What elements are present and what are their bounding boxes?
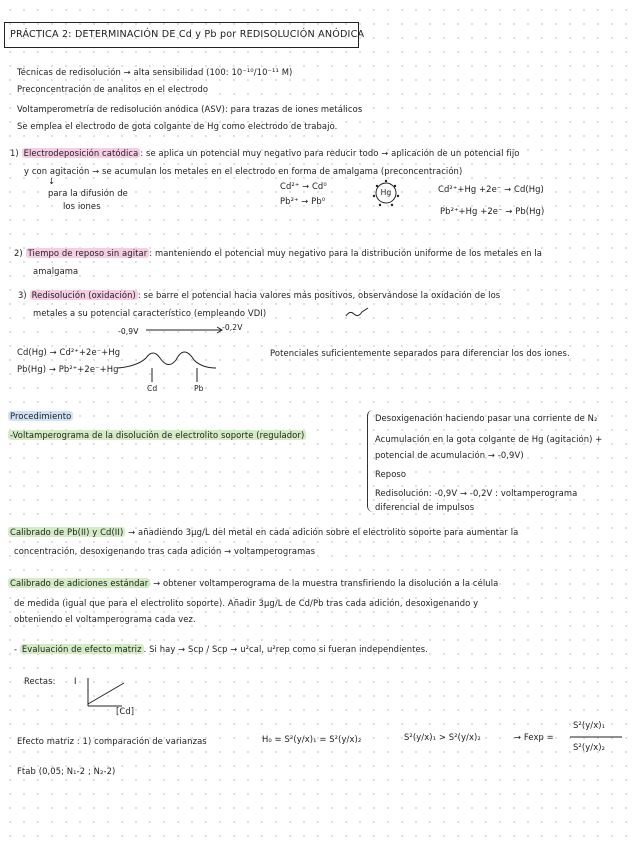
step2-number: 2) — [14, 248, 23, 258]
matrix-evaluation: - Evaluación de efecto matriz . Si hay → Scp / Scp → u²cal, u²rep como si fueran independientes. — [14, 644, 429, 654]
step1-line-2: y con agitación → se acumulan los metales en el electrodo en forma de amalgama (preconcentración) — [24, 166, 463, 176]
procedure-step-1: Desoxigenación haciendo pasar una corriente de N₂ — [375, 413, 598, 423]
step1-number: 1) — [10, 148, 19, 158]
fexp-label: → Fexp = — [514, 732, 554, 742]
procedure-step-2: Acumulación en la gota colgante de Hg (agitación) + — [375, 434, 603, 444]
scan-end: -0,2V — [222, 323, 243, 332]
step3-text: : se barre el potencial hacia valores más positivos, observándose la oxidación de los — [137, 290, 501, 300]
peak-pb-label: Pb — [194, 384, 204, 393]
procedure-step-2b: potencial de acumulación → -0,9V) — [375, 450, 524, 460]
ftab: Ftab (0,05; N₁-2 ; N₂-2) — [17, 766, 116, 776]
step1-label: Electrodeposición catódica — [23, 148, 139, 158]
calibration-2-line-2: de medida (igual que para el electrolito soporte). Añadir 3µg/L de Cd/Pb tras cada adición, desoxigenando y — [14, 598, 479, 608]
calibration-1 — [8, 527, 518, 537]
page-title: PRÁCTICA 2: DETERMINACIÓN DE Cd y Pb por REDISOLUCIÓN ANÓDICA — [4, 22, 359, 48]
procedure-step-3: Reposo — [375, 469, 407, 479]
reaction-cd-hg: Cd²⁺+Hg +2e⁻ → Cd(Hg) — [438, 184, 544, 194]
reaction-pb-hg: Pb²⁺+Hg +2e⁻ → Pb(Hg) — [440, 206, 545, 216]
step1-note-2: los iones — [63, 201, 101, 211]
reaction-cd-ox: Cd(Hg) → Cd²⁺+2e⁻+Hg — [17, 347, 121, 357]
calibration-2-text: → obtener voltamperograma de la muestra transfiriendo la disolución a la célula — [153, 578, 499, 588]
voltammogram-peaks-icon — [118, 352, 216, 368]
reaction-cd: Cd²⁺ → Cd⁰ — [280, 181, 327, 191]
calibration-1-line-2: concentración, desoxigenando tras cada adición → voltamperogramas — [14, 546, 316, 556]
fexp-numerator: S²(y/x)₁ — [573, 720, 606, 730]
matrix-label: Evaluación de efecto matriz — [21, 644, 142, 654]
calibration-2 — [8, 578, 498, 588]
step1-heading — [10, 148, 519, 158]
peak-cd-label: Cd — [147, 384, 158, 393]
procedure-item-1-text: -Voltamperograma de la disolución de electrolito soporte (regulador) — [10, 430, 305, 440]
intro-line-1: Técnicas de redisolución → alta sensibilidad (100: 10⁻¹⁰/10⁻¹¹ M) — [17, 67, 293, 77]
procedure-heading — [8, 411, 73, 421]
fexp-denominator: S²(y/x)₂ — [573, 742, 606, 752]
axis-x-label: [Cd] — [116, 706, 135, 716]
step1-arrow-down: ↓ — [48, 176, 56, 186]
calibration-axes-icon — [88, 678, 124, 706]
vdi-squiggle-icon — [346, 308, 368, 316]
step3-heading — [18, 290, 500, 300]
calibration-1-text: → añadiendo 3µg/L del metal en cada adición sobre el electrolito soporte para aumentar la — [128, 527, 519, 537]
reaction-pb-ox: Pb(Hg) → Pb²⁺+2e⁻+Hg — [17, 364, 119, 374]
calibration-1-label: Calibrado de Pb(II) y Cd(II) — [10, 527, 124, 537]
reaction-pb: Pb²⁺ → Pb⁰ — [280, 196, 326, 206]
h0-hypothesis: H₀ = S²(y/x)₁ = S²(y/x)₂ — [262, 734, 362, 744]
step2-text: : manteniendo el potencial muy negativo para la distribución uniforme de los metales en la — [149, 248, 542, 258]
step2-line-2: amalgama — [33, 266, 79, 276]
intro-line-3: Voltamperometría de redisolución anódica (ASV): para trazas de iones metálicos — [17, 104, 363, 114]
intro-line-2: Preconcentración de analitos en el electrodo — [17, 84, 209, 94]
hg-drop-label: Hg — [380, 188, 392, 197]
calibration-2-label: Calibrado de adiciones estándar — [10, 578, 149, 588]
intro-line-4: Se emplea el electrodo de gota colgante de Hg como electrodo de trabajo. — [17, 121, 338, 131]
step3-number: 3) — [18, 290, 27, 300]
calibration-2-line-3: obteniendo el voltamperograma cada vez. — [14, 614, 196, 624]
step2-heading — [14, 248, 542, 258]
step3-label: Redisolución (oxidación) — [31, 290, 136, 300]
matrix-text: . Si hay → Scp / Scp → u²cal, u²rep como si fueran independientes. — [143, 644, 429, 654]
scan-start: -0,9V — [118, 327, 139, 336]
scan-arrow-icon — [146, 327, 222, 333]
procedure-heading-text: Procedimiento — [10, 411, 72, 421]
step1-text: : se aplica un potencial muy negativo para reducir todo → aplicación de un potencial fijo — [140, 148, 520, 158]
procedure-item-1 — [8, 430, 306, 440]
step1-note-1: para la difusión de — [48, 188, 128, 198]
step3-note: Potenciales suficientemente separados para diferenciar los dos iones. — [270, 348, 570, 358]
rectas-label: Rectas: — [24, 676, 56, 686]
step2-label: Tiempo de reposo sin agitar — [27, 248, 148, 258]
procedure-step-4: Redisolución: -0,9V → -0,2V : voltamperograma — [375, 488, 578, 498]
procedure-step-4b: diferencial de impulsos — [375, 502, 475, 512]
axis-y-label: I — [74, 676, 77, 686]
step3-line-2: metales a su potencial característico (empleando VDI) — [33, 308, 267, 318]
variance-inequality: S²(y/x)₁ > S²(y/x)₂ — [404, 732, 481, 742]
efecto-matriz: Efecto matriz : 1) comparación de varianzas — [17, 736, 207, 746]
